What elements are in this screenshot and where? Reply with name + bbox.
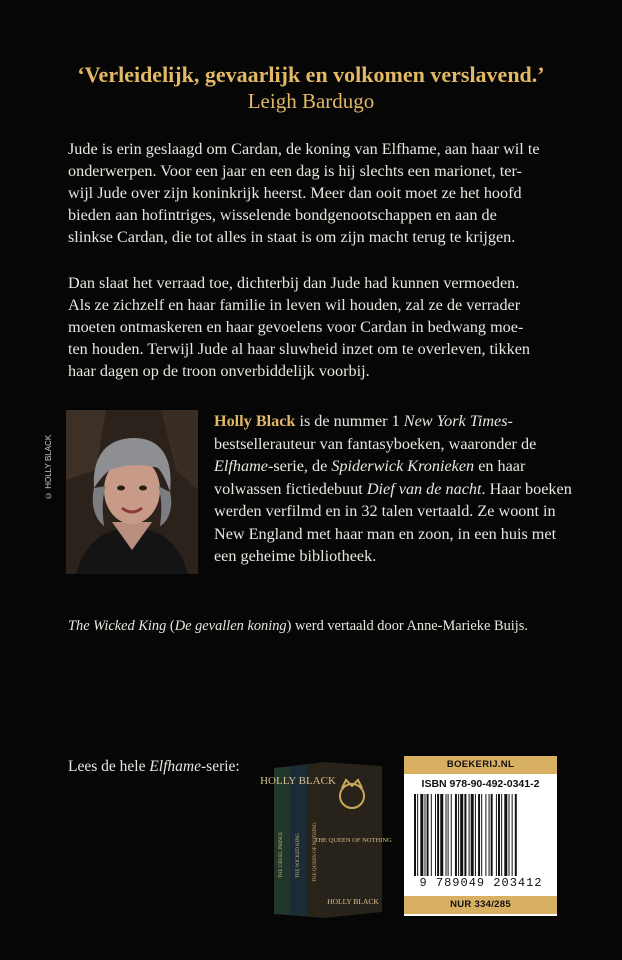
translator-text: ) werd vertaald door Anne-Marieke Buijs.	[286, 618, 528, 634]
blurb-line: onderwerpen. Voor een jaar en een dag is hij slechts een marionet, ter-	[68, 162, 522, 180]
barcode-bar	[501, 794, 502, 876]
series-text: Lees de hele	[68, 758, 150, 775]
barcode-bar	[489, 794, 490, 876]
nur-code: NUR 334/285	[404, 896, 557, 914]
barcode-bar	[431, 794, 432, 876]
bio-italic: Dief van de nacht	[366, 479, 482, 498]
barcode-bar	[464, 794, 466, 876]
blurb-line: bieden aan hofintriges, wisselende bondgenootschappen en aan de	[68, 206, 497, 224]
series-label	[68, 758, 240, 776]
barcode-panel	[404, 756, 557, 916]
barcode-bar	[451, 794, 452, 876]
blurb-line: ten houden. Terwijl Jude al haar sluwheid inzet om te overleven, tikken	[68, 340, 531, 358]
barcode-bar	[512, 794, 513, 876]
author-photo	[66, 410, 198, 574]
book-box-illustration	[260, 758, 392, 920]
box-author-top: HOLLY BLACK	[260, 775, 336, 787]
bio-italic: Spiderwick Kronieken	[331, 457, 475, 475]
barcode-bar	[481, 794, 482, 876]
cover-title: THE QUEEN OF NOTHING	[314, 837, 392, 844]
bio-italic: New York Times	[403, 412, 508, 430]
cover-author: HOLLY BLACK	[327, 897, 379, 906]
barcode-bar	[437, 794, 439, 876]
translator-text: (	[166, 618, 175, 634]
barcode-bar	[504, 794, 507, 876]
blurb-line: haar dagen op de troon onverbiddelijk voorbij.	[68, 362, 370, 380]
bio-text: en haar volwassen fictiedebuut	[214, 457, 526, 498]
blurb-line: moeten ontmaskeren en haar gevoelens voor Cardan in bedwang moe-	[68, 318, 524, 336]
quote-text: ‘Verleidelijk, gevaarlijk en volkomen verslavend.’	[77, 62, 545, 87]
blurb-paragraph-1	[68, 138, 568, 248]
series-italic: Elfhame	[149, 758, 201, 775]
isbn-text: ISBN 978-90-492-0341-2	[421, 778, 540, 790]
publisher-url: BOEKERIJ.NL	[404, 756, 557, 774]
barcode-bar	[446, 794, 447, 876]
barcode-bar	[491, 794, 493, 876]
bio-text: -bestsellerauteur van fantasyboeken, waaronder de	[214, 412, 537, 453]
barcode-bar	[496, 794, 497, 876]
author-bio	[214, 410, 574, 568]
blurb-paragraph-2	[68, 272, 568, 382]
barcode-bar	[485, 794, 486, 876]
bio-italic: Elfhame	[214, 457, 268, 475]
blurb-line: Dan slaat het verraad toe, dichterbij dan Jude had kunnen vermoeden.	[68, 274, 520, 292]
barcode-bar	[460, 794, 463, 876]
barcode-bar	[414, 794, 416, 876]
barcode-bar	[427, 794, 429, 876]
original-title: The Wicked King	[68, 618, 167, 634]
blurb-line: Jude is erin geslaagd om Cardan, de koning van Elfhame, aan haar wil te	[68, 140, 540, 158]
barcode-bar	[475, 794, 476, 876]
translator-credit	[68, 618, 588, 635]
barcode-bar	[448, 794, 449, 876]
barcode-bar	[478, 794, 480, 876]
author-portrait-illustration	[66, 410, 198, 574]
blurb-line: Als ze zichzelf en haar familie in leven wil houden, zal ze de verrader	[68, 296, 521, 314]
photo-credit: © HOLLY BLACK	[44, 434, 53, 500]
barcode-bar	[509, 794, 510, 876]
bio-text: is de nummer 1	[295, 412, 404, 430]
spine-cruel-prince: THE CRUEL PRINCE	[279, 831, 284, 878]
dutch-title: De gevallen koning	[174, 618, 287, 634]
bio-text: . Haar boeken werden verfilmd en in 32 talen vertaald. Ze woont in New England met haar man en zoon, in een huis met een geheime bibliotheek.	[214, 479, 572, 565]
blurb-line: slinkse Cardan, die tot alles in staat is om zijn macht terug te krijgen.	[68, 228, 516, 246]
barcode-bars	[414, 794, 549, 876]
barcode-bar	[498, 794, 500, 876]
author-name: Holly Black	[214, 412, 296, 430]
barcode-bar	[425, 794, 426, 876]
spine-queen-of-nothing: THE QUEEN OF NOTHING	[313, 822, 318, 882]
spine-wicked-king: THE WICKED KING	[296, 833, 301, 878]
barcode-bar	[471, 794, 474, 876]
barcode-bar	[440, 794, 443, 876]
barcode-bar	[435, 794, 436, 876]
barcode-bar	[515, 794, 517, 876]
bio-text: -serie, de	[267, 457, 332, 475]
quote-author: Leigh Bardugo	[247, 89, 375, 113]
barcode-bar	[458, 794, 459, 876]
review-quote	[0, 62, 622, 114]
blurb-line: wijl Jude over zijn koninkrijk heerst. Meer dan ooit moet ze het hoofd	[68, 184, 522, 202]
barcode-bar	[469, 794, 470, 876]
barcode-number: 9 789049 203412	[419, 876, 543, 890]
barcode-bar	[420, 794, 423, 876]
series-text: -serie:	[201, 758, 240, 775]
barcode-bar	[455, 794, 457, 876]
book-set-image	[260, 758, 392, 920]
barcode-bar	[417, 794, 418, 876]
